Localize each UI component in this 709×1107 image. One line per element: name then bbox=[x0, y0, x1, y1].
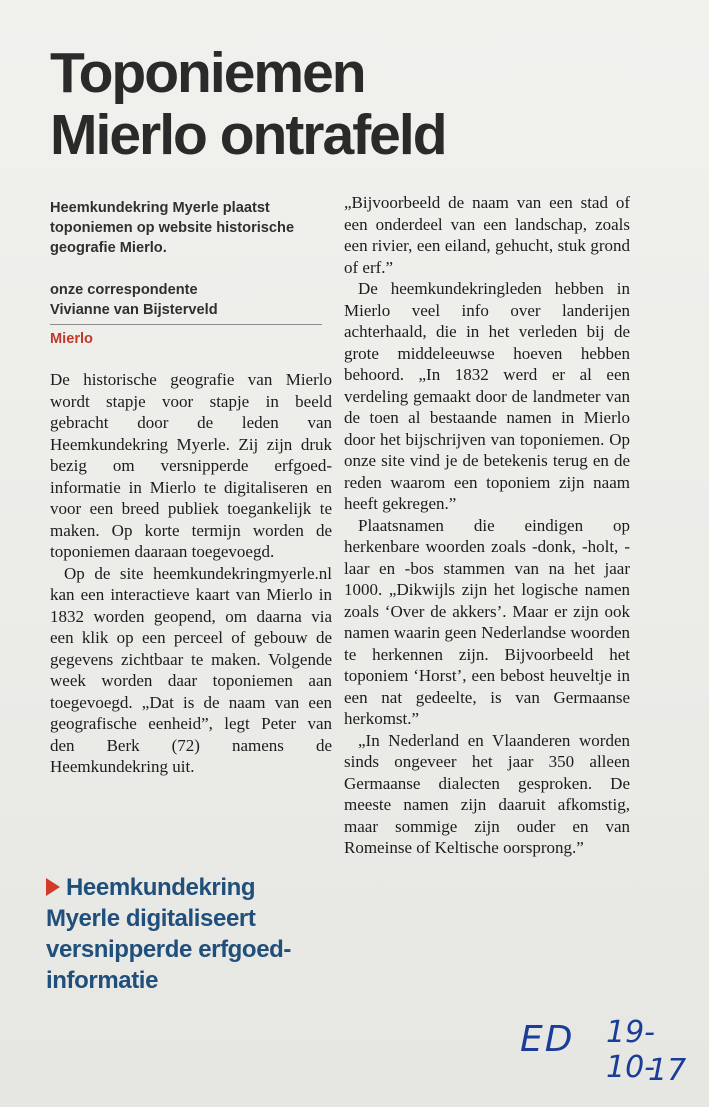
headline bbox=[50, 42, 670, 166]
headline-line-2: Mierlo ontrafeld bbox=[50, 103, 446, 167]
byline bbox=[50, 280, 322, 325]
paragraph: De heemkundekringleden hebben in Mierlo veel info over landerijen achterhaald, die in het verleden bij de grote middeleeuwse hoeven hebben behoord. „In 1832 werd er al een verdeling gemaakt door de landmeter van de toen al bestaande namen in Mierlo door het bijschrijven van toponiemen. Op onze site vind je de betekenis terug en de reden waarom een toponiem zijn naam heeft gekregen.” bbox=[344, 279, 630, 513]
paragraph: „Bijvoorbeeld de naam van een stad of een onderdeel van een landschap, zoals een rivier, een eiland, gehucht, stuk grond of erf.” bbox=[344, 193, 630, 277]
left-column bbox=[50, 198, 332, 778]
handwritten-source: ED bbox=[520, 1019, 575, 1060]
right-body bbox=[344, 192, 630, 859]
left-body bbox=[50, 369, 332, 778]
byline-role: onze correspondente bbox=[50, 282, 198, 298]
intro-text: Heemkundekring Myerle plaatst toponiemen op website historische geografie Mierlo. bbox=[50, 200, 295, 256]
handwritten-date: 19-10- bbox=[606, 1015, 655, 1085]
pull-quote bbox=[46, 872, 316, 996]
handwritten-year: 17 bbox=[648, 1053, 687, 1088]
dateline: Mierlo bbox=[50, 331, 93, 347]
paragraph: Plaatsnamen die eindigen op herkenbare woorden zoals -donk, -holt, -laar en -bos stammen van na het jaar 1000. „Dikwijls zijn het logische namen zoals ‘Over de akkers’. Maar er zijn ook namen waarin geen Nederlandse woorden te herkennen zijn. Bijvoorbeeld het toponiem ‘Horst’, een bebost heuveltje in een nat gedeelte, is van Germaanse herkomst.” bbox=[344, 515, 630, 728]
pull-quote-text: Heemkundekring Myerle digitaliseert versnipperde erfgoed-informatie bbox=[46, 874, 291, 994]
paragraph: „In Nederland en Vlaanderen worden sinds ongeveer het jaar 350 alleen Germaanse dialecten gesproken. De meeste namen zijn daaruit afkomstig, maar sommige zijn ouder en van Romeinse of Keltische oorsprong.” bbox=[344, 730, 630, 857]
paragraph: De historische geografie van Mierlo wordt stapje voor stapje in beeld gebracht door de leden van Heemkundekring Myerle. Zij zijn druk bezig om versnipperde erfgoed-informatie in Mierlo te digitaliseren en voor een breed publiek toegankelijk te maken. Op korte termijn worden de toponiemen daaraan toegevoegd. bbox=[50, 370, 332, 561]
byline-author: Vivianne van Bijsterveld bbox=[50, 302, 218, 318]
right-column bbox=[344, 192, 630, 859]
headline-line-1: Toponiemen bbox=[50, 41, 365, 105]
arrow-icon bbox=[46, 878, 60, 896]
paragraph: Op de site heemkundekringmyerle.nl kan een interactieve kaart van Mierlo in 1832 worden geopend, om daarna via een klik op een perceel of gebouw de gegevens zichtbaar te maken. Volgende week worden daar toponiemen aan toegevoegd. „Dat is de naam van een geografische eenheid”, legt Peter van den Berk (72) namens de Heemkundekring uit. bbox=[50, 563, 332, 776]
